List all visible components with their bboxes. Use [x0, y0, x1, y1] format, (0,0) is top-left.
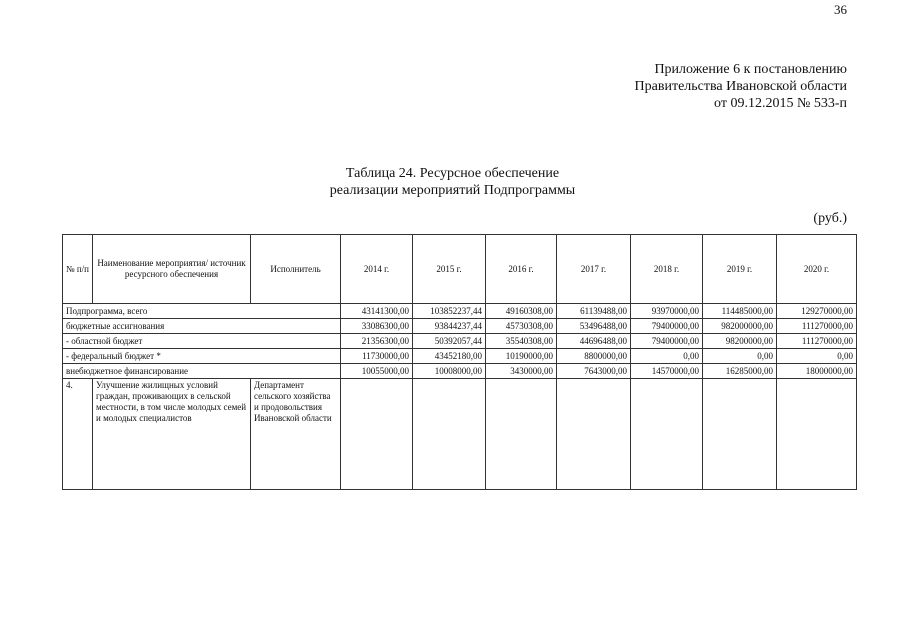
value-cell: 61139488,00	[557, 304, 631, 319]
table-title	[0, 165, 905, 199]
value-cell: 79400000,00	[631, 334, 703, 349]
value-cell: 10190000,00	[486, 349, 557, 364]
value-cell: 21356300,00	[341, 334, 413, 349]
value-cell: 98200000,00	[703, 334, 777, 349]
measure-name: Улучшение жилищных условий граждан, проживающих в сельской местности, в том числе молодых семей и молодых специалистов	[93, 379, 251, 490]
measure-executor: Департамент сельского хозяйства и продовольствия Ивановской области	[251, 379, 341, 490]
table-row	[63, 349, 857, 364]
table-row	[63, 364, 857, 379]
resources-table	[62, 234, 857, 490]
empty-cell	[703, 379, 777, 490]
table-row	[63, 304, 857, 319]
header-row	[63, 235, 857, 304]
value-cell: 7643000,00	[557, 364, 631, 379]
value-cell: 3430000,00	[486, 364, 557, 379]
units-label: (руб.)	[813, 211, 847, 226]
appendix-line-2: Правительства Ивановской области	[634, 79, 847, 94]
header-year-2016: 2016 г.	[486, 235, 557, 304]
table-row	[63, 334, 857, 349]
value-cell: 10008000,00	[413, 364, 486, 379]
header-year-2014: 2014 г.	[341, 235, 413, 304]
header-executor: Исполнитель	[251, 235, 341, 304]
value-cell: 18000000,00	[777, 364, 857, 379]
row-label: - областной бюджет	[63, 334, 341, 349]
row-label: Подпрограмма, всего	[63, 304, 341, 319]
value-cell: 8800000,00	[557, 349, 631, 364]
header-number: № п/п	[63, 235, 93, 304]
value-cell: 114485000,00	[703, 304, 777, 319]
measure-row	[63, 379, 857, 490]
table-row	[63, 319, 857, 334]
header-year-2020: 2020 г.	[777, 235, 857, 304]
value-cell: 33086300,00	[341, 319, 413, 334]
empty-cell	[557, 379, 631, 490]
value-cell: 50392057,44	[413, 334, 486, 349]
value-cell: 93844237,44	[413, 319, 486, 334]
header-year-2018: 2018 г.	[631, 235, 703, 304]
empty-cell	[486, 379, 557, 490]
value-cell: 45730308,00	[486, 319, 557, 334]
value-cell: 43141300,00	[341, 304, 413, 319]
value-cell: 53496488,00	[557, 319, 631, 334]
value-cell: 35540308,00	[486, 334, 557, 349]
value-cell: 111270000,00	[777, 334, 857, 349]
row-label: - федеральный бюджет *	[63, 349, 341, 364]
value-cell: 111270000,00	[777, 319, 857, 334]
header-year-2019: 2019 г.	[703, 235, 777, 304]
row-label: бюджетные ассигнования	[63, 319, 341, 334]
header-name: Наименование мероприятия/ источник ресурсного обеспечения	[93, 235, 251, 304]
empty-cell	[631, 379, 703, 490]
value-cell: 79400000,00	[631, 319, 703, 334]
appendix-line-3: от 09.12.2015 № 533-п	[714, 96, 847, 111]
value-cell: 982000000,00	[703, 319, 777, 334]
empty-cell	[341, 379, 413, 490]
value-cell: 14570000,00	[631, 364, 703, 379]
value-cell: 129270000,00	[777, 304, 857, 319]
value-cell: 49160308,00	[486, 304, 557, 319]
appendix-line-1: Приложение 6 к постановлению	[654, 62, 847, 77]
header-year-2015: 2015 г.	[413, 235, 486, 304]
empty-cell	[777, 379, 857, 490]
value-cell: 0,00	[777, 349, 857, 364]
value-cell: 11730000,00	[341, 349, 413, 364]
empty-cell	[413, 379, 486, 490]
page-number: 36	[834, 2, 847, 17]
table-title-line-1: Таблица 24. Ресурсное обеспечение	[345, 166, 560, 181]
header-year-2017: 2017 г.	[557, 235, 631, 304]
table-title-line-2: реализации мероприятий Подпрограммы	[329, 183, 576, 198]
value-cell: 16285000,00	[703, 364, 777, 379]
value-cell: 43452180,00	[413, 349, 486, 364]
appendix-reference	[635, 61, 847, 112]
value-cell: 0,00	[703, 349, 777, 364]
value-cell: 93970000,00	[631, 304, 703, 319]
value-cell: 10055000,00	[341, 364, 413, 379]
value-cell: 44696488,00	[557, 334, 631, 349]
row-label: внебюджетное финансирование	[63, 364, 341, 379]
value-cell: 0,00	[631, 349, 703, 364]
value-cell: 103852237,44	[413, 304, 486, 319]
measure-number: 4.	[63, 379, 93, 490]
